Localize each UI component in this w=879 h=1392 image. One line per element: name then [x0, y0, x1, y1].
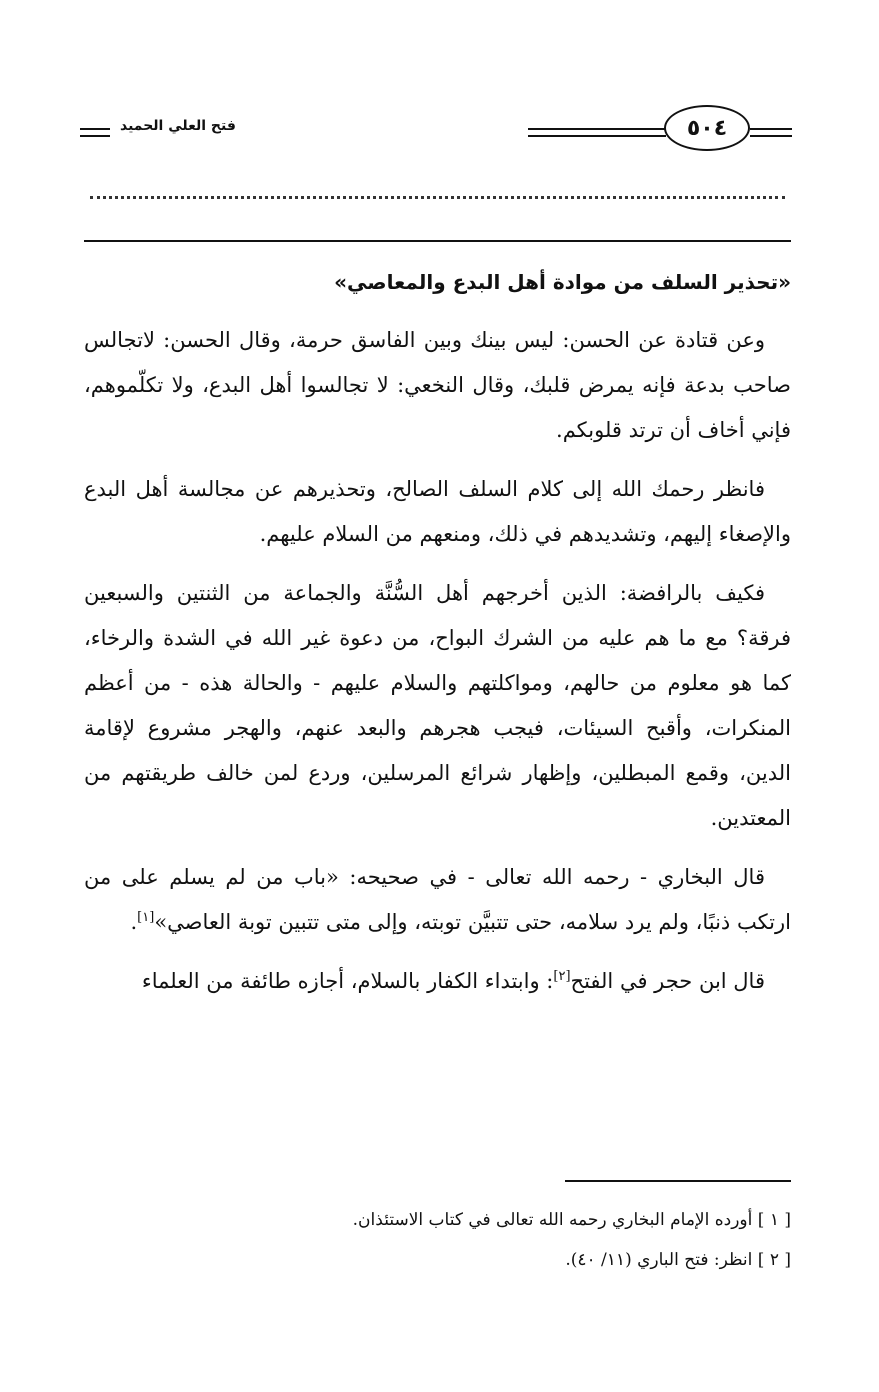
paragraph-rafida: فكيف بالرافضة: الذين أخرجهم أهل السُّنَّة والجماعة من الثنتين والسبعين فرقة؟ مع ما هم عليه من الشرك البواح، من دعوة غير الله في الشدة والرخاء، كما هو معلوم من حالهم، ومواكلتهم والسلام عليهم - والحالة هذه - من أعظم المنكرات، وأقبح السيئات، فيجب هجرهم والبعد عنهم، والهجر مشروع لإقامة الدين، وقمع المبطلين، وإظهار شرائع المرسلين، وردع لمن خالف طريقتهم من المعتدين. — [84, 581, 791, 830]
bukhari-end: . — [130, 910, 138, 934]
paragraph-ibn-hajar — [84, 959, 791, 1004]
paragraph-bukhari — [84, 855, 791, 945]
footnote-ref-2: [٢] — [553, 969, 571, 984]
header-double-rule — [528, 128, 666, 137]
page-body — [84, 262, 791, 1018]
paragraph-qatada: وعن قتادة عن الحسن: ليس بينك وبين الفاسق حرمة، وقال الحسن: لاتجالس صاحب بدعة فإنه يمرض قلبك، وقال النخعي: لا تجالسوا أهل البدع، ولا تكلّموهم، فإني أخاف أن ترتد قلوبكم. — [84, 328, 791, 442]
footnote-2: [ ٢ ] انظر: فتح الباري (١١/ ٤٠). — [565, 1250, 791, 1270]
footnotes — [84, 1200, 791, 1280]
bukhari-text: قال البخاري - رحمه الله تعالى - في صحيحه: «باب من لم يسلم على من ارتكب ذنبًا، ولم يرد سلامه، حتى تتبيَّن توبته، وإلى متى تتبين توبة العاصي» — [84, 865, 791, 934]
footnote-rule — [565, 1180, 791, 1182]
hajar-text-before: قال ابن حجر في الفتح — [570, 969, 765, 993]
header-dash-rule — [80, 128, 110, 137]
section-title: «تحذير السلف من موادة أهل البدع والمعاصي» — [334, 270, 791, 294]
page-number: ٥٠٤ — [664, 105, 750, 151]
header-double-rule-right — [750, 128, 792, 137]
dotted-divider — [90, 196, 785, 199]
top-rule — [84, 240, 791, 242]
book-title: فتح العلي الحميد — [120, 118, 236, 134]
hajar-text-after: : وابتداء الكفار بالسلام، أجازه طائفة من العلماء — [141, 969, 554, 993]
footnote-ref-1: [١] — [137, 910, 155, 925]
page-header — [80, 100, 792, 160]
paragraph-salaf: فانظر رحمك الله إلى كلام السلف الصالح، وتحذيرهم عن مجالسة أهل البدع والإصغاء إليهم، وتشديدهم في ذلك، ومنعهم من السلام عليهم. — [84, 477, 791, 546]
footnote-1: [ ١ ] أورده الإمام البخاري رحمه الله تعالى في كتاب الاستئذان. — [352, 1210, 791, 1230]
